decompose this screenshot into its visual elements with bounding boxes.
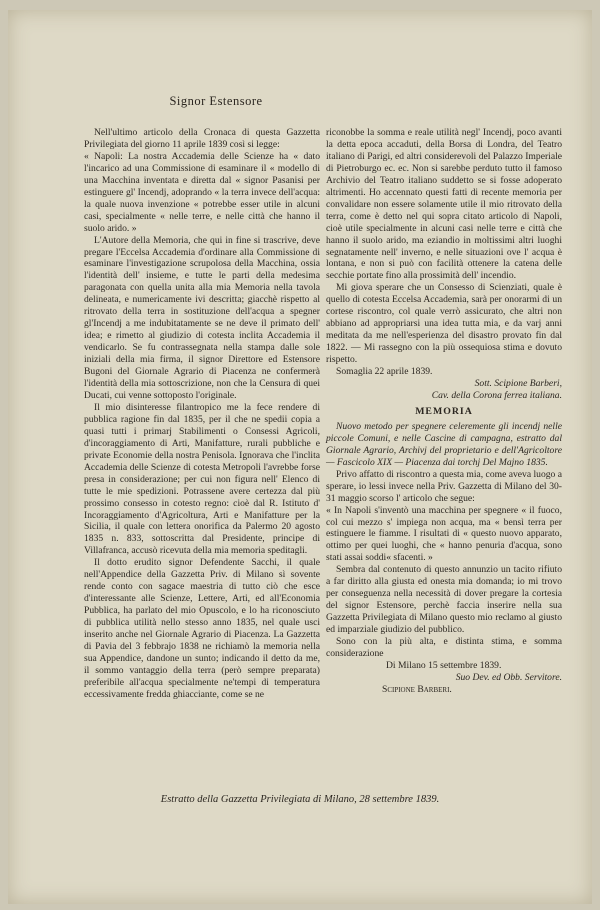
quoted-paragraph: « In Napoli s'inventò una macchina per spegnere « il fuoco, col cui mezzo s' impiega non acqua, ma « bensì terra per estinguere le fiamme. I risultati di « questo nuovo apparato, ottimo per quei luoghi, che « hanno penuria d'acqua, sono stati assai soddi« sfacenti. » <box>326 504 562 564</box>
signature-name: Sott. Scipione Barberi, <box>474 378 562 390</box>
paragraph: L'Autore della Memoria, che qui in fine si trascrive, deve pregare l'Eccelsa Accademia d'ordinare alla Commissione di esaminare l'investigazione scrupolosa della Macchina, ossia l'identità dell' insieme, e tutte le parti della medesima paragonata con quella unita alla mia Memoria nella tavola delineata, e numericamente ivi descritta; giacchè rispetto al ritrovato della terra in sostituzione dell'acqua a spegner gl'Incendj a me indubitatamente se ne deve il primato dell' idea; e rimetto al giudizio di cotesta inclita Accademia il vendicarlo. Se fu contrassegnata nella stampa dalle sole iniziali della mia firma, il signor Direttore ed Estensore Bugoni del Giornale Agrario di Piacenza ne confermerà l'identità della mia sottoscrizione, non che la Censura di quei Ducati, cui venne sottoposto l'originale. <box>84 234 320 401</box>
memoria-intro: Nuovo metodo per spegnere celeremente gli incendj nelle piccole Comuni, e nelle Cascine di campagna, estratto dal Giornale Agrario, Archivj del proprietario e dell'Agricoltore — Fascicolo XIX — Piacenza dai torchj Del Majno 1835. <box>326 420 562 468</box>
letter-heading: Signor Estensore <box>169 94 263 108</box>
signature-name: Scipione Barberi. <box>382 683 452 695</box>
paragraph: Mi giova sperare che un Consesso di Scienziati, quale è quello di cotesta Eccelsa Accademia, sarà per onorarmi di un cortese riscontro, col quale verrò assicurato, che altri non abbiano ad appropriarsi una idea tutta mia, e da varj anni meditata da me nell'esperienza del disastro provato fin dal 1822. — Mi rassegno con la più ossequiosa stima e dovuto rispetto. <box>326 282 562 366</box>
document-page <box>8 10 592 904</box>
paragraph: Nell'ultimo articolo della Cronaca di questa Gazzetta Privilegiata del giorno 11 aprile 1839 così si legge: <box>84 127 320 150</box>
quoted-paragraph: « Napoli: La nostra Accademia delle Scienze ha « dato l'incarico ad una Commissione di esaminare il « modello di una Macchina inventata e diretta dal « signor Pasanisi per estinguere gl' Incendj, adoprando « la terra invece dell'acqua: la quale nuova invenzione « potrebbe esser utile in alcuni casi, specialmente « nelle terre, e nelle città che hanno il suolo arido. » <box>84 150 320 234</box>
dateline: Di Milano 15 settembre 1839. <box>386 659 502 671</box>
paragraph: Privo affatto di riscontro a questa mia, come aveva luogo a sperare, io lessi invece nella Priv. Gazzetta di Milano del 30-31 maggio scorso l' articolo che segue: <box>326 468 563 504</box>
paragraph: Il mio disinteresse filantropico me la fece rendere di pubblica ragione fin dal 1835, per il che ne spedii copia a quasi tutti i primarj Stabilimenti o Consessi Agricoli, d'incoraggiamento di Arti, Manifatture, rurali pubbliche e private Economie della nostra Penisola. Ignorava che l'inclita Accademia delle Scienze di cotesta Metropoli l'avrebbe forse presa in considerazione; per cui non figura nell' Elenco di tutte le mie spedizioni. Potrassene avere certezza dal più prossimo consesso in cotesto regno: cioè dal R. Istituto d' Incoraggiamento d'Agricoltura, Arti e Manifatture per la Sicilia, il quale con lettera onorifica da Palermo 20 agosto 1835 n. 833, sottoscritta dal Presidente, principe di Villafranca, accusò ricevuta della mia memoria speditagli. <box>84 401 320 557</box>
paragraph: Il dotto erudito signor Defendente Sacchi, il quale nell'Appendice della Gazzetta Priv. di Milano sì sovente rende conto con sagace maestria di tutto ciò che esce d'interessante alle Scienze, Lettere, Arti, ed all'Economia Pubblica, ha parlato del mio Opuscolo, e lo ha riconosciuto di pubblica utilità nello stesso anno 1835, nel quale usci inserito anche nel Giornale Agrario di Piacenza. La Gazzetta di Pavia del 3 febbrajo 1838 ne richiamò la memoria nella sua Appendice, dandone un sunto; indicando il detto da me, il sommo vantaggio della terra (però sempre preparata) preferibile all'acqua specialmente ne'tempi di temperatura eccessivamente fredda ghiacciante, come se ne <box>84 557 320 700</box>
paragraph: riconobbe la somma e reale utilità negl' Incendj, poco avanti la detta epoca accaduti, della Borsa di Londra, del Teatro italiano di Parigi, ed altri considerevoli del Palazzo Imperiale di Pietroburgo ec. ec. Non si sarebbe perduto tutto il famoso Archivio del Teatro italiano suddetto se si fosse adoperato altrimenti. Ho accennato questi fatti di recente memoria per convalidare non essere solamente utile il mio ritrovato della terra, come è detto nel qui sopra citato articolo di Napoli, cioè utile specialmente in alcuni casi nelle terre e città che hanno il suolo arido, ma eziandio in moltissimi altri luoghi segnatamente nell' inverno, e nelle situazioni ove l' acqua è lontana, e non si può con facilità ottenere la catena delle secchie portate fino alla prossimità dell' incendio. <box>326 127 562 282</box>
left-column <box>84 127 320 701</box>
dateline: Somaglia 22 aprile 1839. <box>336 366 433 378</box>
closing: Suo Dev. ed Obb. Servitore. <box>455 671 562 683</box>
right-column <box>326 127 562 696</box>
memoria-heading: MEMORIA <box>415 405 473 417</box>
paragraph: Sembra dal contenuto di questo annunzio un tacito rifiuto a far diritto alla giusta ed onesta mia domanda; io mi trovo per conseguenza nella necessità di dover pregare la cortesia del signor Estensore, perchè faccia inserire nella sua Gazzetta Privilegiata di Milano questo mio reclamo al giusto ed imparziale giudizio del pubblico. <box>326 564 562 636</box>
paragraph: Sono con la più alta, e distinta stima, e somma considerazione <box>326 636 562 659</box>
signature-title: Cav. della Corona ferrea italiana. <box>431 389 562 401</box>
footer-note: Estratto della Gazzetta Privilegiata di Milano, 28 settembre 1839. <box>160 794 440 805</box>
